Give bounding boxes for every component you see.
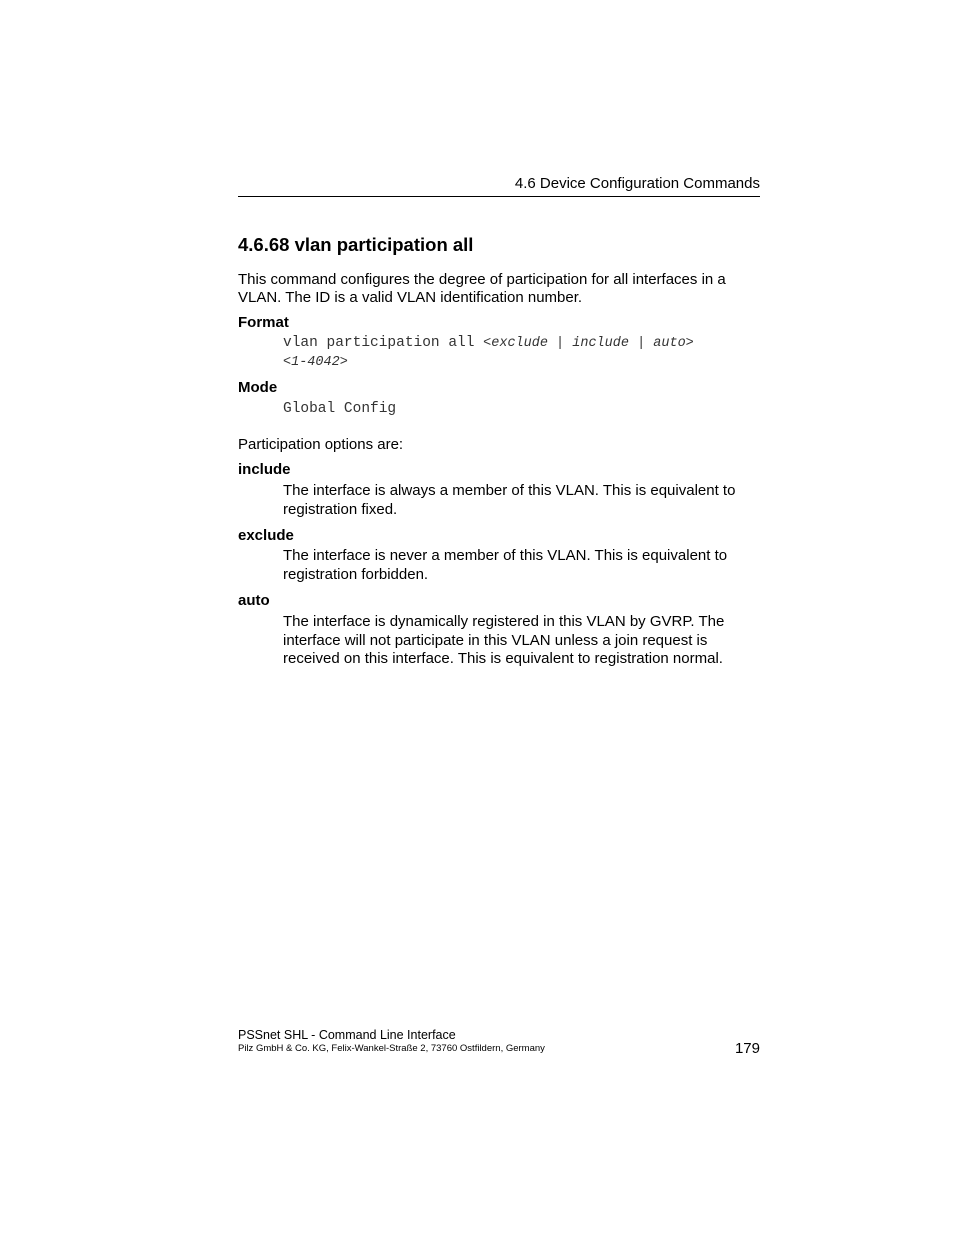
format-syntax: [283, 334, 768, 372]
format-command: vlan participation all: [283, 335, 475, 351]
format-syntax-line-2: [283, 353, 768, 372]
option-auto-description: The interface is dynamically registered in this VLAN by GVRP. The interface will not participate in this VLAN unless a join request is received on this interface. This is equivalent to registration normal.: [283, 613, 725, 667]
running-header: 4.6 Device Configuration Commands: [514, 175, 760, 192]
format-syntax-line-1: [283, 334, 768, 353]
footer-doc-title: PSSnet SHL - Command Line Interface: [238, 1028, 456, 1042]
option-include-description: The interface is always a member of this VLAN. This is equivalent to registration fixed.: [283, 482, 736, 518]
footer-address: Pilz GmbH & Co. KG, Felix-Wankel-Straße 2, 73760 Ostfildern, Germany: [238, 1043, 545, 1054]
mode-value: Global Config: [283, 401, 397, 417]
option-exclude-name: exclude: [238, 527, 294, 544]
header-rule: [238, 196, 760, 197]
option-exclude-description: The interface is never a member of this VLAN. This is equivalent to registration forbidden.: [283, 547, 728, 583]
format-args: <exclude | include | auto>: [483, 336, 694, 351]
page-number: 179: [734, 1040, 760, 1057]
options-intro: Participation options are:: [238, 436, 404, 453]
mode-label: Mode: [238, 379, 278, 396]
format-label: Format: [238, 314, 289, 331]
section-title: 4.6.68 vlan participation all: [238, 234, 474, 255]
option-auto-name: auto: [238, 592, 270, 609]
option-include-name: include: [238, 461, 291, 478]
format-range: <1-4042>: [283, 355, 348, 370]
intro-paragraph: This command configures the degree of participation for all interfaces in a VLAN. The ID is a valid VLAN identification number.: [238, 271, 726, 306]
